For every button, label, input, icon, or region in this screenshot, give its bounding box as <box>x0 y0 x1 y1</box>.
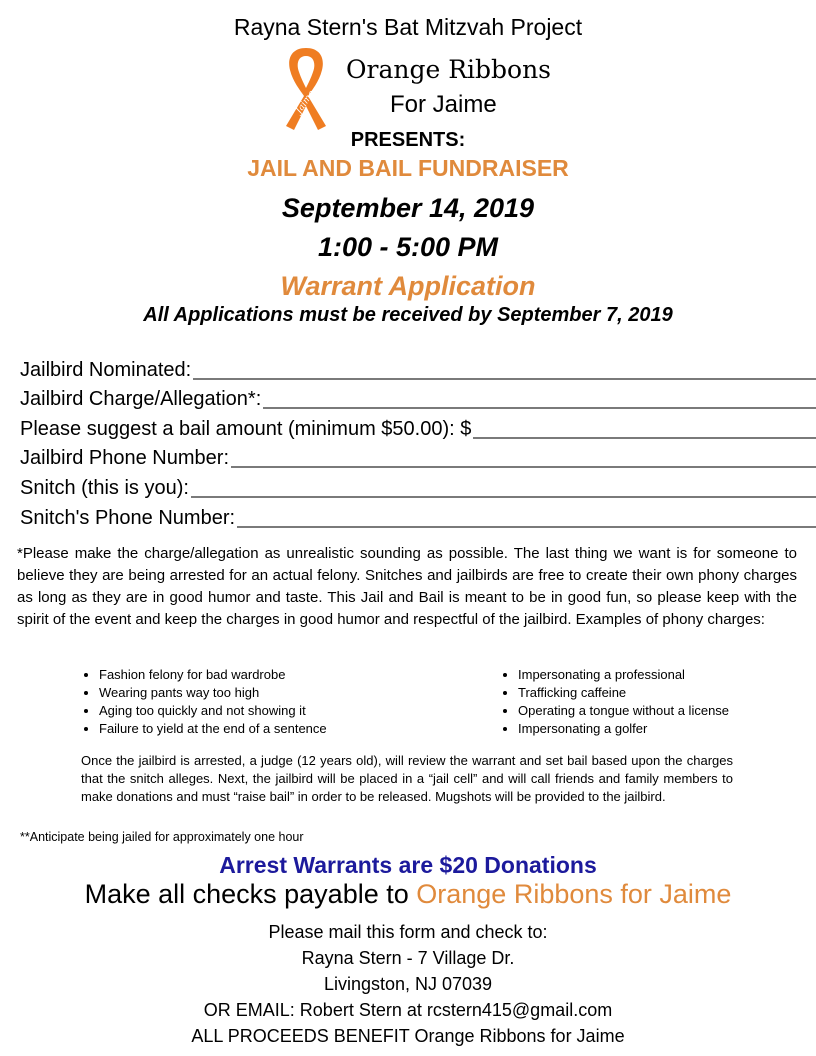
field-jailbird-nominated <box>20 352 816 382</box>
field-charge <box>20 382 816 412</box>
example-charges-right <box>500 666 729 738</box>
jailbird-name-input[interactable] <box>193 377 816 380</box>
mail-instructions: Please mail this form and check to: <box>268 922 548 942</box>
list-item: • Fashion felony for bad wardrobe <box>99 666 327 684</box>
list-item: • Impersonating a professional <box>518 666 729 684</box>
donation-amount: Arrest Warrants are $20 Donations <box>219 852 597 878</box>
jail-duration-note: **Anticipate being jailed for approximately one hour <box>20 830 304 844</box>
list-item: • Impersonating a golfer <box>518 720 729 738</box>
field-jailbird-phone <box>20 441 816 471</box>
field-label: Please suggest a bail amount (minimum $50.00): $ <box>20 417 472 440</box>
field-snitch-phone <box>20 500 816 530</box>
field-label: Snitch's Phone Number: <box>20 506 236 529</box>
bail-amount-input[interactable] <box>473 436 816 439</box>
checks-prefix: Make all checks payable to <box>84 879 409 909</box>
project-title: Rayna Stern's Bat Mitzvah Project <box>233 14 583 40</box>
list-item: • Trafficking caffeine <box>518 684 729 702</box>
field-bail-amount <box>20 411 816 441</box>
field-label: Jailbird Nominated: <box>20 358 192 381</box>
list-item: • Wearing pants way too high <box>99 684 327 702</box>
event-date: September 14, 2019 <box>281 193 535 223</box>
checks-payable <box>0 879 816 910</box>
charge-instructions: *Please make the charge/allegation as unrealistic sounding as possible. The last thing we want is for someone to believe they are being arrested for an actual felony. Snitches and jailbirds are free to create their own phony charges as long as they are in good humor and taste. This Jail and Bail is meant to be in good fun, so please keep with the spirit of the event and keep the charges in good humor and respectful of the jailbird. Examples of phony charges: <box>17 545 797 628</box>
field-snitch <box>20 470 816 500</box>
checks-org: Orange Ribbons for Jaime <box>416 879 732 909</box>
event-time: 1:00 - 5:00 PM <box>317 232 499 262</box>
snitch-name-input[interactable] <box>191 495 816 498</box>
list-item: • Failure to yield at the end of a sentence <box>99 720 327 738</box>
proceeds-notice: ALL PROCEEDS BENEFIT Orange Ribbons for Jaime <box>191 1026 625 1046</box>
brand-name-line2: For Jaime <box>390 91 497 118</box>
field-label: Snitch (this is you): <box>20 476 189 499</box>
orange-ribbon-icon <box>278 44 334 132</box>
ribbon-text: Jaime <box>294 88 318 116</box>
charge-input[interactable] <box>263 406 816 409</box>
presents-label: PRESENTS: <box>350 129 466 151</box>
mail-address-city: Livingston, NJ 07039 <box>323 974 493 994</box>
deadline-notice: All Applications must be received by September 7, 2019 <box>143 304 673 326</box>
mail-address-street: Rayna Stern - 7 Village Dr. <box>301 948 515 968</box>
jailbird-phone-input[interactable] <box>231 465 816 468</box>
event-name: JAIL AND BAIL FUNDRAISER <box>247 155 569 181</box>
list-item: • Operating a tongue without a license <box>518 702 729 720</box>
email-contact: OR EMAIL: Robert Stern at rcstern415@gmail.com <box>203 1000 613 1020</box>
brand-name-line1: Orange Ribbons <box>346 55 552 84</box>
field-label: Jailbird Phone Number: <box>20 447 229 470</box>
application-fields <box>20 352 816 530</box>
field-label: Jailbird Charge/Allegation*: <box>20 388 262 411</box>
list-item: • Aging too quickly and not showing it <box>99 702 327 720</box>
snitch-phone-input[interactable] <box>237 525 816 528</box>
process-description: Once the jailbird is arrested, a judge (12 years old), will review the warrant and set bail based upon the charges that the snitch alleges. Next, the jailbird will be placed in a “jail cell” and will call friends and family members to make donations and must “raise bail” in order to be released. Mugshots will be provided to the jailbird. <box>81 753 733 804</box>
form-title: Warrant Application <box>280 271 536 301</box>
example-charges-left <box>81 666 327 738</box>
